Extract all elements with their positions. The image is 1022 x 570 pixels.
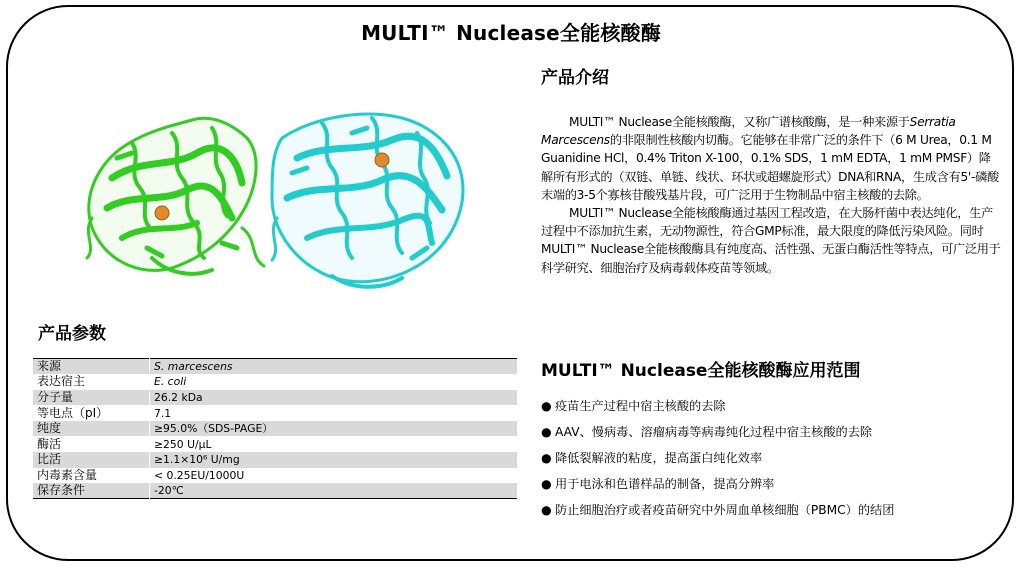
params-table [33,358,517,499]
bullet-icon: ● [541,425,552,439]
table-row [33,421,517,437]
param-value: E. coli [154,375,187,389]
metal-ion-b [375,153,389,167]
param-key: 保存条件 [33,483,150,499]
param-key: 等电点（pI） [33,405,150,421]
list-item: ● 疫苗生产过程中宿主核酸的去除 [541,399,726,413]
param-key: 纯度 [33,421,150,437]
chain-a-green [87,118,264,274]
list-item: ● 防止细胞治疗或者疫苗研究中外周血单核细胞（PBMC）的结团 [541,503,895,517]
param-key: 分子量 [33,390,150,406]
param-value: ≥1.1×10⁶ U/mg [154,453,240,467]
intro-paragraph-2: MULTI™ Nuclease全能核酸酶通过基因工程改造，在大肠杆菌中表达纯化，生产过程中不添加抗生素，无动物源性，符合GMP标准，最大限度的降低污染风险。同时MULTI™ Nuclease全能核酸酶具有纯度高、活性强、无蛋白酶活性等特点，可广泛用于科学研究、细胞治疗及病毒载体疫苗等领域。 [541,206,1001,275]
table-row [33,374,517,390]
bullet-icon: ● [541,399,552,413]
scope-heading: MULTI™ Nuclease全能核酸酶应用范围 [541,361,861,381]
list-item: ● 用于电泳和色谱样品的制备，提高分辨率 [541,477,775,491]
param-key: 比活 [33,452,150,468]
param-value: 7.1 [154,406,172,420]
table-row [33,390,517,406]
param-value: ≥95.0%（SDS-PAGE） [154,422,274,436]
param-key: 内毒素含量 [33,468,150,484]
bullet-icon: ● [541,503,552,517]
table-row [33,359,517,375]
intro-heading: 产品介绍 [541,68,609,88]
param-value: S. marcescens [154,360,233,374]
protein-structure-image [72,98,472,294]
intro-paragraph-1: MULTI™ Nuclease全能核酸酶，又称广谱核酸酶，是一种来源于Serratia Marcescens的非限制性核酸内切酶。它能够在非常广泛的条件下（6 M Urea，0.1 M Guanidine HCl，0.4% Triton X-100，0.1% SDS，1 mM EDTA，1 mM PMSF）降解所有形式的（双链、单链、线状、环状或超螺旋形式）DNA和RNA，生成含有5'-磷酸末端的3-5个寡核苷酸残基片段，可广泛用于生物制品中宿主核酸的去除。 [541,115,999,202]
params-heading: 产品参数 [38,324,106,344]
param-key: 酶活 [33,436,150,452]
param-value: -20℃ [154,484,184,498]
scope-list [541,397,1011,527]
page-title: MULTI™ Nuclease全能核酸酶 [361,21,661,45]
table-row [33,452,517,468]
table-row [33,405,517,421]
metal-ion-a [155,206,169,220]
param-key: 表达宿主 [33,374,150,390]
list-item: ● 降低裂解液的粘度，提高蛋白纯化效率 [541,451,763,465]
param-key: 来源 [33,359,150,375]
param-value: ≥250 U/μL [154,437,212,451]
bullet-icon: ● [541,451,552,465]
table-row [33,468,517,484]
chain-b-cyan [272,114,463,287]
param-value: 26.2 kDa [154,390,203,404]
list-item: ● AAV、慢病毒、溶瘤病毒等病毒纯化过程中宿主核酸的去除 [541,425,873,439]
table-row [33,436,517,452]
bullet-icon: ● [541,477,552,491]
intro-text [541,113,1001,277]
param-value: < 0.25EU/1000U [154,468,245,482]
table-row [33,483,517,499]
species-name: Serratia Marcescens [541,115,956,148]
